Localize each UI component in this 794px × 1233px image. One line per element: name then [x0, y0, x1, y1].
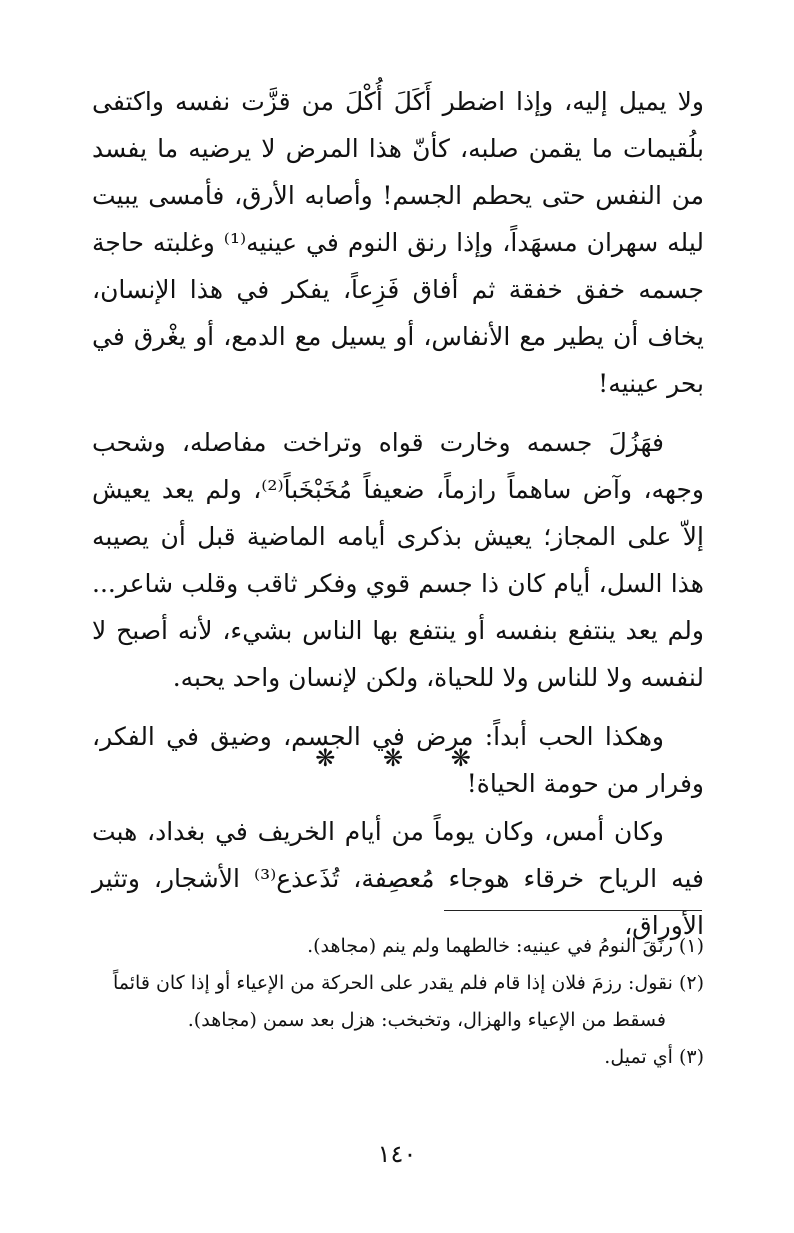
footnote-3: (٣) أي تميل.	[604, 1046, 704, 1068]
paragraph-2: فهَزُلَ جسمه وخارت قواه وتراخت مفاصله، وشحب وجهه، وآض ساهماً رازماً، ضعيفاً مُخَبْخَباً⁽²⁾، ولم يعد يعيش إلاّ على المجاز؛ يعيش بذكرى أيامه الماضية قبل أن يصيبه هذا السل، أيام كان ذا جسم قوي وفكر ثاقب وقلب شاعر... ولم يعد ينتفع بنفسه أو ينتفع بها الناس بشيء، لأنه أصبح لا لنفسه ولا للناس ولا للحياة، ولكن لإنسان واحد يحبه.	[92, 428, 704, 692]
paragraph-3: وهكذا الحب أبداً: مرض في الجسم، وضيق في الفكر، وفرار من حومة الحياة!	[92, 722, 704, 798]
footnote-2: (٢) نقول: رزمَ فلان إذا قام فلم يقدر على الحركة من الإعياء أو إذا كان قائماً	[112, 972, 704, 994]
footnote-divider	[444, 910, 702, 911]
page-number: ١٤٠	[377, 1140, 417, 1168]
star-ornament: ❋	[450, 744, 481, 772]
footnote-2-continued: فسقط من الإعياء والهزال، وتخبخب: هزل بعد سمن (مجاهد).	[187, 1009, 666, 1031]
section-separator	[92, 744, 704, 772]
star-ornament: ❋	[382, 744, 414, 772]
footnotes	[92, 928, 704, 1076]
paragraph-4: وكان أمس، وكان يوماً من أيام الخريف في بغداد، هبت فيه الرياح خرقاء هوجاء مُعصِفة، تُذَعذع⁽³⁾ الأشجار، وتثير الأوراق،	[92, 817, 704, 940]
main-text	[92, 78, 704, 807]
footnote-1: (١) رنَقَ النومُ في عينيه: خالطهما ولم ينم (مجاهد).	[307, 935, 704, 957]
star-ornament: ❋	[315, 744, 346, 772]
paragraph-1: ولا يميل إليه، وإذا اضطر أَكَلَ أُكْلَ من قزَّت نفسه واكتفى بلُقيمات ما يقمن صلبه، كأنّ هذا المرض لا يرضيه ما يفسد من النفس حتى يحطم الجسم! وأصابه الأرق، فأمسى يبيت ليله سهران مسهَداً، وإذا رنق النوم في عينيه⁽¹⁾ وغلبته حاجة جسمه خفق خفقة ثم أفاق فَزِعاً، يفكر في هذا الإنسان، يخاف أن يطير مع الأنفاس، أو يسيل مع الدمع، أو يغْرق في بحر عينيه!	[92, 87, 704, 398]
